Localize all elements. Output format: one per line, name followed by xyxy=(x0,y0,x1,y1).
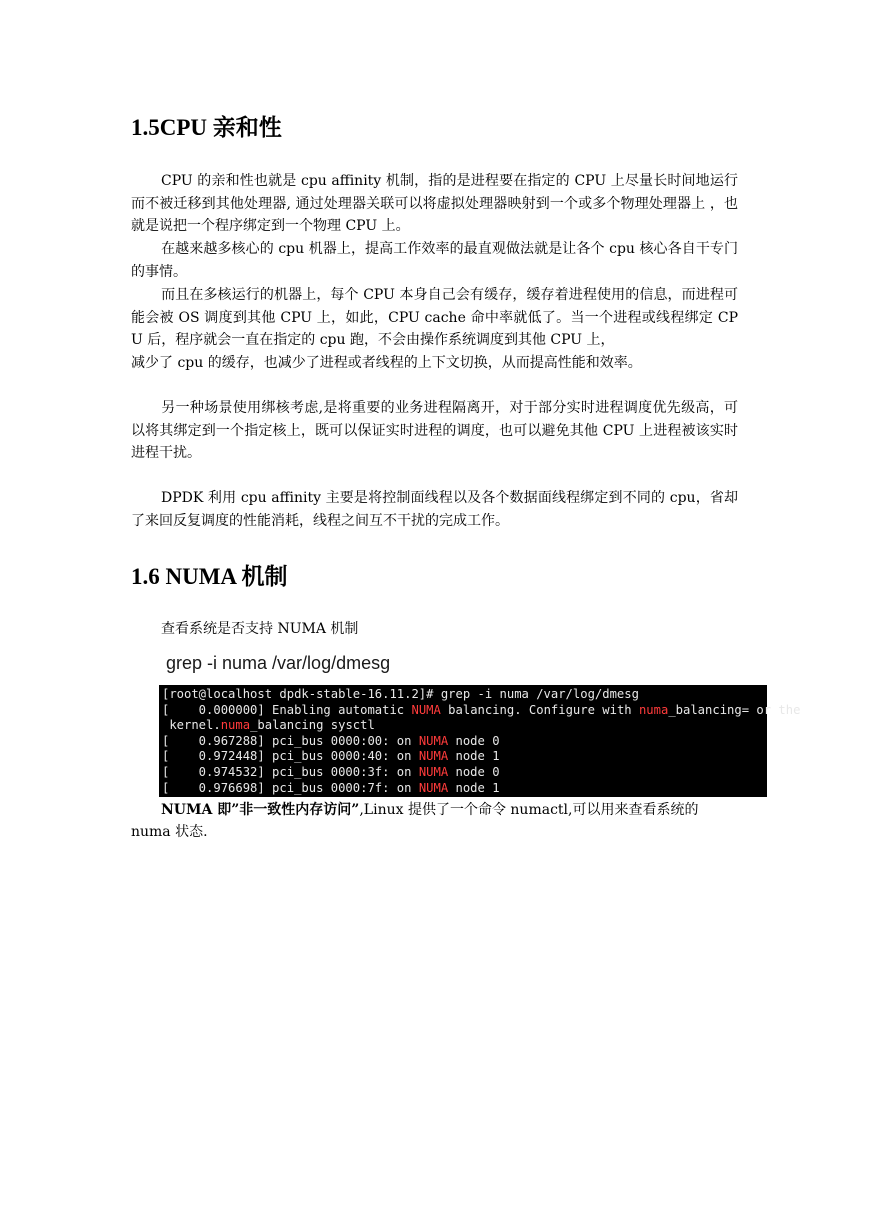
paragraph-realtime-isolation xyxy=(131,397,738,465)
terminal-line xyxy=(162,781,767,797)
terminal-text: [ 0.976698] pci_bus 0000:7f: on xyxy=(162,780,419,795)
terminal-line xyxy=(162,702,801,719)
paragraph-cpu-affinity-definition xyxy=(131,170,738,238)
terminal-highlight: NUMA xyxy=(411,702,441,717)
terminal-highlight: NUMA xyxy=(418,749,449,764)
paragraph-text: DPDK 利用 cpu affinity 主要是将控制面线程以及各个数据面线程绑定到不同的 cpu，省却了来回反复调度的性能消耗，线程之间互不干扰的完成工作。 xyxy=(131,490,738,529)
numa-bold-term: NUMA 即”非一致性内存访问” xyxy=(161,802,360,818)
terminal-line xyxy=(162,734,767,750)
terminal-text: _balancing sysctl xyxy=(250,718,375,733)
terminal-line xyxy=(162,718,767,734)
section-heading-cpu-affinity: 1.5CPU 亲和性 xyxy=(131,115,282,140)
paragraph-text-continued: 减少了 cpu 的缓存，也减少了进程或者线程的上下文切换，从而提高性能和效率。 xyxy=(131,354,642,371)
terminal-line xyxy=(162,765,767,781)
terminal-text: node 1 xyxy=(448,749,500,764)
paragraph-text: 另一种场景使用绑核考虑,是将重要的业务进程隔离开，对于部分实时进程调度优先级高，可以将其绑定到一个指定核上，既可以保证实时进程的调度，也可以避免其他 CPU 上进程被该实时进程干扰。 xyxy=(131,400,738,461)
terminal-text: [ 0.967288] pci_bus 0000:00: on xyxy=(162,733,419,748)
command-text: grep -i numa /var/log/dmesg xyxy=(166,653,391,673)
paragraph-text: 在越来越多核心的 cpu 机器上，提高工作效率的最直观做法就是让各个 cpu 核心各自干专门的事情。 xyxy=(131,241,738,280)
section-heading-numa: 1.6 NUMA 机制 xyxy=(131,564,288,589)
terminal-text: _balancing= or the xyxy=(668,702,801,717)
terminal-text: [root@localhost dpdk-stable-16.11.2]# grep -i numa /var/log/dmesg xyxy=(162,687,639,701)
terminal-text: node 0 xyxy=(448,733,500,748)
terminal-text: node 1 xyxy=(448,780,500,795)
terminal-highlight: NUMA xyxy=(418,780,449,795)
paragraph-numa-definition xyxy=(131,799,738,843)
terminal-highlight: numa xyxy=(220,718,251,733)
paragraph-text: CPU 的亲和性也就是 cpu affinity 机制，指的是进程要在指定的 CPU 上尽量长时间地运行而不被迁移到其他处理器, 通过处理器关联可以将虚拟处理器映射到一个或多个物理处理器上 ，也就是说把一个程序绑定到一个物理 CPU 上。 xyxy=(131,173,738,234)
terminal-text: [ 0.000000] Enabling automatic xyxy=(162,702,412,717)
terminal-text: [ 0.974532] pci_bus 0000:3f: on xyxy=(162,764,419,779)
terminal-screenshot xyxy=(159,685,801,797)
paragraph-multicore-work xyxy=(131,238,738,283)
terminal-line xyxy=(162,687,767,703)
terminal-highlight: numa xyxy=(638,702,669,717)
paragraph-text: ,Linux 提供了一个命令 numactl,可以用来查看系统的 numa 状态. xyxy=(131,802,699,840)
paragraph-dpdk-affinity xyxy=(131,487,738,532)
terminal-highlight: NUMA xyxy=(418,764,449,779)
terminal-text: [ 0.972448] pci_bus 0000:40: on xyxy=(162,749,419,764)
terminal-text: kernel. xyxy=(162,718,221,733)
numa-check-text: 查看系统是否支持 NUMA 机制 xyxy=(161,621,359,637)
terminal-highlight: NUMA xyxy=(418,733,449,748)
paragraph-text: 而且在多核运行的机器上，每个 CPU 本身自己会有缓存，缓存着进程使用的信息，而进程可能会被 OS 调度到其他 CPU 上，如此，CPU cache 命中率就低了。当一个进程或线程绑定 CPU 后，程序就会一直在指定的 cpu 跑，不会由操作系统调度到其他 CPU 上， xyxy=(131,287,738,348)
terminal-text: node 0 xyxy=(448,764,500,779)
terminal-text: balancing. Configure with xyxy=(440,702,639,717)
paragraph-cache-hit-rate xyxy=(131,284,738,374)
terminal-line xyxy=(162,749,767,765)
